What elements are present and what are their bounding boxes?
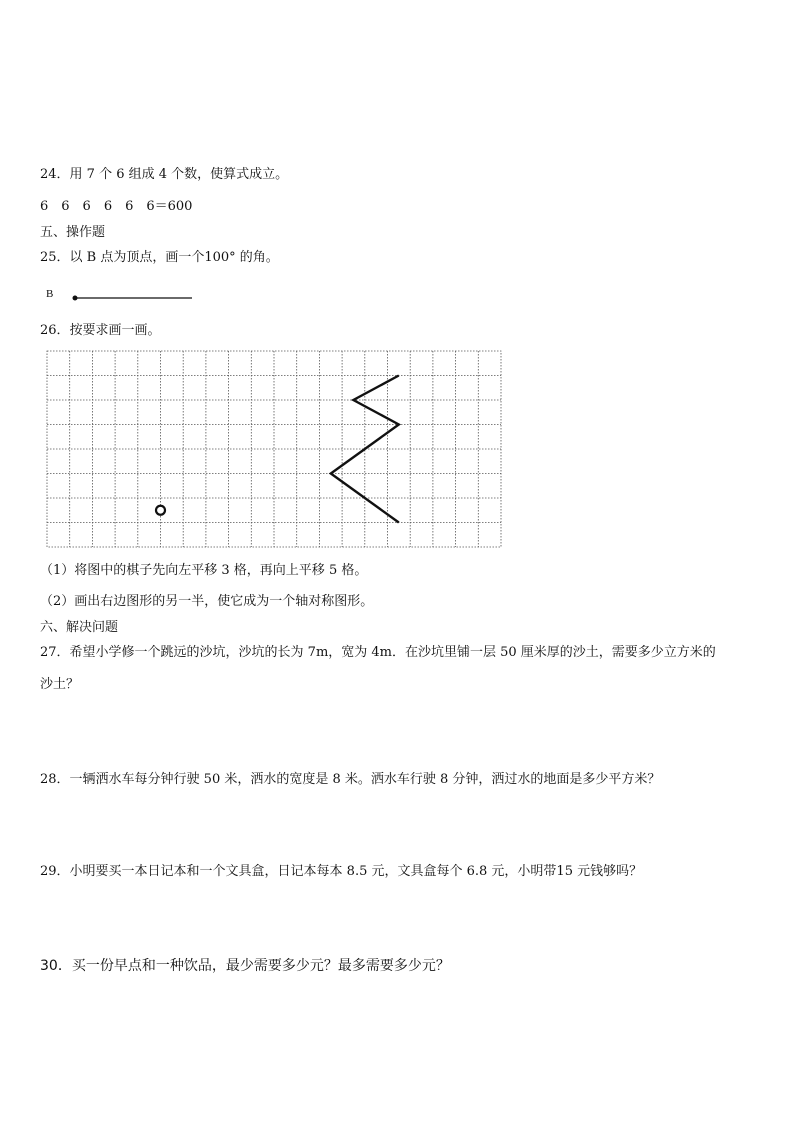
- q29-text: 29．小明要买一本日记本和一个文具盒，日记本每本 8.5 元，文具盒每个 6.8 元，小明带15 元钱够吗？: [40, 864, 643, 879]
- q26-sub1: （1）将图中的棋子先向左平移 3 格，再向上平移 5 格。: [40, 563, 368, 578]
- section-5-title: 五、操作题: [40, 225, 106, 240]
- angle-ray[interactable]: [66, 290, 196, 306]
- section-6-title: 六、解决问题: [40, 620, 119, 635]
- q25-text: 25．以 B 点为顶点，画一个100° 的角。: [40, 250, 279, 265]
- q27-line2: 沙土？: [40, 677, 80, 692]
- q27-line1: 27．希望小学修一个跳远的沙坑，沙坑的长为 7m，宽为 4m．在沙坑里铺一层 50 厘米厚的沙土，需要多少立方米的: [40, 645, 716, 660]
- q26-sub2: （2）画出右边图形的另一半，使它成为一个轴对称图形。: [40, 594, 374, 609]
- chess-piece: [156, 506, 165, 515]
- point-b-label: B: [46, 288, 54, 300]
- q30-text: 30．买一份早点和一种饮品，最少需要多少元？最多需要多少元？: [40, 958, 450, 974]
- drawing-grid[interactable]: [46, 350, 502, 548]
- q24-text: 24．用 7 个 6 组成 4 个数，使算式成立。: [40, 167, 289, 182]
- grid-border: [47, 351, 501, 547]
- q26-text: 26．按要求画一画。: [40, 323, 161, 338]
- q24-equation: 6 6 6 6 6 6＝600: [40, 199, 193, 214]
- q28-text: 28．一辆洒水车每分钟行驶 50 米，洒水的宽度是 8 米。洒水车行驶 8 分钟，洒过水的地面是多少平方米？: [40, 772, 661, 787]
